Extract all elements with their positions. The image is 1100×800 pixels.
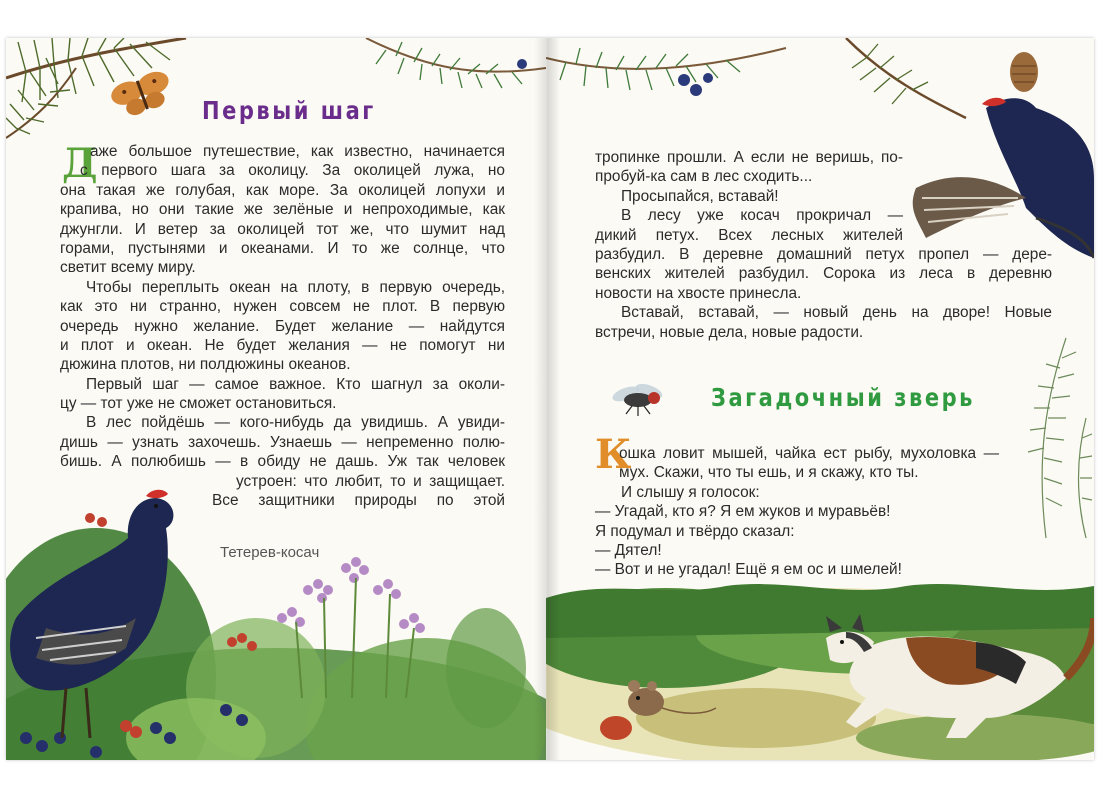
- text-line: Первый шаг — самое важное. Кто шагнул за околи-: [86, 375, 505, 393]
- text-line: устроен: что любит, то и защищает.: [236, 472, 505, 490]
- grouse-icon: [913, 98, 1094, 258]
- book-spread: [6, 38, 1094, 760]
- text-line: как это ни странно, нужен совсем не плот. В первую: [60, 298, 505, 316]
- fly-icon: [611, 381, 664, 416]
- text-line: разбудил. В деревне домашний петух пропел — дере-: [595, 245, 1052, 263]
- text-line: с первого шага за околицу. За околицей лужа, но: [80, 162, 505, 180]
- text-line: венских жителей разбудил. Сорока из леса в деревню: [595, 265, 1052, 283]
- left-page-text: [60, 142, 505, 510]
- right-page: [546, 38, 1094, 760]
- text-line: Чтобы переплыть океан на плоту, в первую очередь,: [86, 278, 505, 296]
- text-line: — Дятел!: [595, 541, 662, 559]
- juniper-branch-icon: [366, 38, 546, 88]
- text-line: она такая же голубая, как море. За околицей лопухи и: [60, 181, 505, 199]
- text-line: цу — тот уже не сможет остановиться.: [60, 395, 337, 413]
- butterfly-icon: [108, 68, 176, 121]
- drop-cap: К: [595, 431, 632, 478]
- text-line: крапива, но они такие же зелёные и непроходимые, как: [60, 201, 505, 219]
- text-line: мух. Скажи, что ты ешь, и я скажу, кто ты.: [619, 464, 919, 482]
- text-line: бишь. А полюбишь — в обиду не дашь. Уж так человек: [60, 453, 505, 471]
- text-line: новости на хвосте принесла.: [595, 284, 802, 302]
- text-line: и плот и океан. Не будет желания — не помогут ни: [60, 336, 505, 354]
- fern-icon: [1028, 338, 1092, 538]
- text-line: аже большое путешествие, как известно, начинается: [90, 143, 505, 160]
- text-line: очередь нужно желание. Будет желание — найдутся: [60, 317, 505, 335]
- book-gutter: [534, 38, 560, 760]
- text-line: светит всему миру.: [60, 259, 196, 277]
- right-page-text-bottom: [595, 444, 999, 580]
- left-page: [6, 38, 546, 760]
- text-line: дюжина плотов, ни полдюжины океанов.: [60, 356, 351, 374]
- text-line: — Угадай, кто я? Я ем жуков и муравьёв!: [595, 503, 891, 521]
- text-line: Все защитники природы по этой: [212, 492, 505, 510]
- right-page-text-top: [595, 148, 1052, 342]
- text-line: В лесу уже косач прокричал —: [621, 207, 903, 225]
- text-line: Я подумал и твёрдо сказал:: [595, 522, 795, 540]
- illustration-caption: Тетерев-косач: [220, 544, 320, 561]
- text-line: В лес пойдёшь — кого-нибудь да увидишь. А увиди-: [86, 414, 505, 432]
- text-line: встречи, новые дела, новые радости.: [595, 323, 864, 341]
- text-line: — Вот и не угадал! Ещё я ем ос и шмелей!: [595, 561, 902, 579]
- text-line: дикий петух. Всех лесных жителей: [595, 226, 903, 244]
- text-line: тропинке прошли. А если не веришь, по-: [595, 149, 903, 166]
- text-line: горами, пустынями и океанами. И то же солнце, что: [60, 239, 505, 257]
- text-line: джунгли. И ветер за околицей тот же, что шумит над: [60, 220, 505, 238]
- pine-branch-icon: [546, 38, 1038, 118]
- drop-cap: Д: [62, 140, 98, 187]
- text-line: пробуй-ка сам в лес сходить...: [595, 168, 813, 186]
- section-title: Первый шаг: [202, 96, 376, 125]
- section-title: Загадочный зверь: [711, 383, 975, 412]
- text-line: И слышу я голосок:: [621, 483, 760, 501]
- text-line: ошка ловит мышей, чайка ест рыбу, мухоловка —: [619, 445, 999, 462]
- text-line: Просыпайся, вставай!: [621, 187, 779, 205]
- text-line: Вставай, вставай, — новый день на дворе! Новые: [621, 304, 1052, 322]
- text-line: дишь — узнать захочешь. Узнаешь — непременно полю-: [60, 433, 505, 451]
